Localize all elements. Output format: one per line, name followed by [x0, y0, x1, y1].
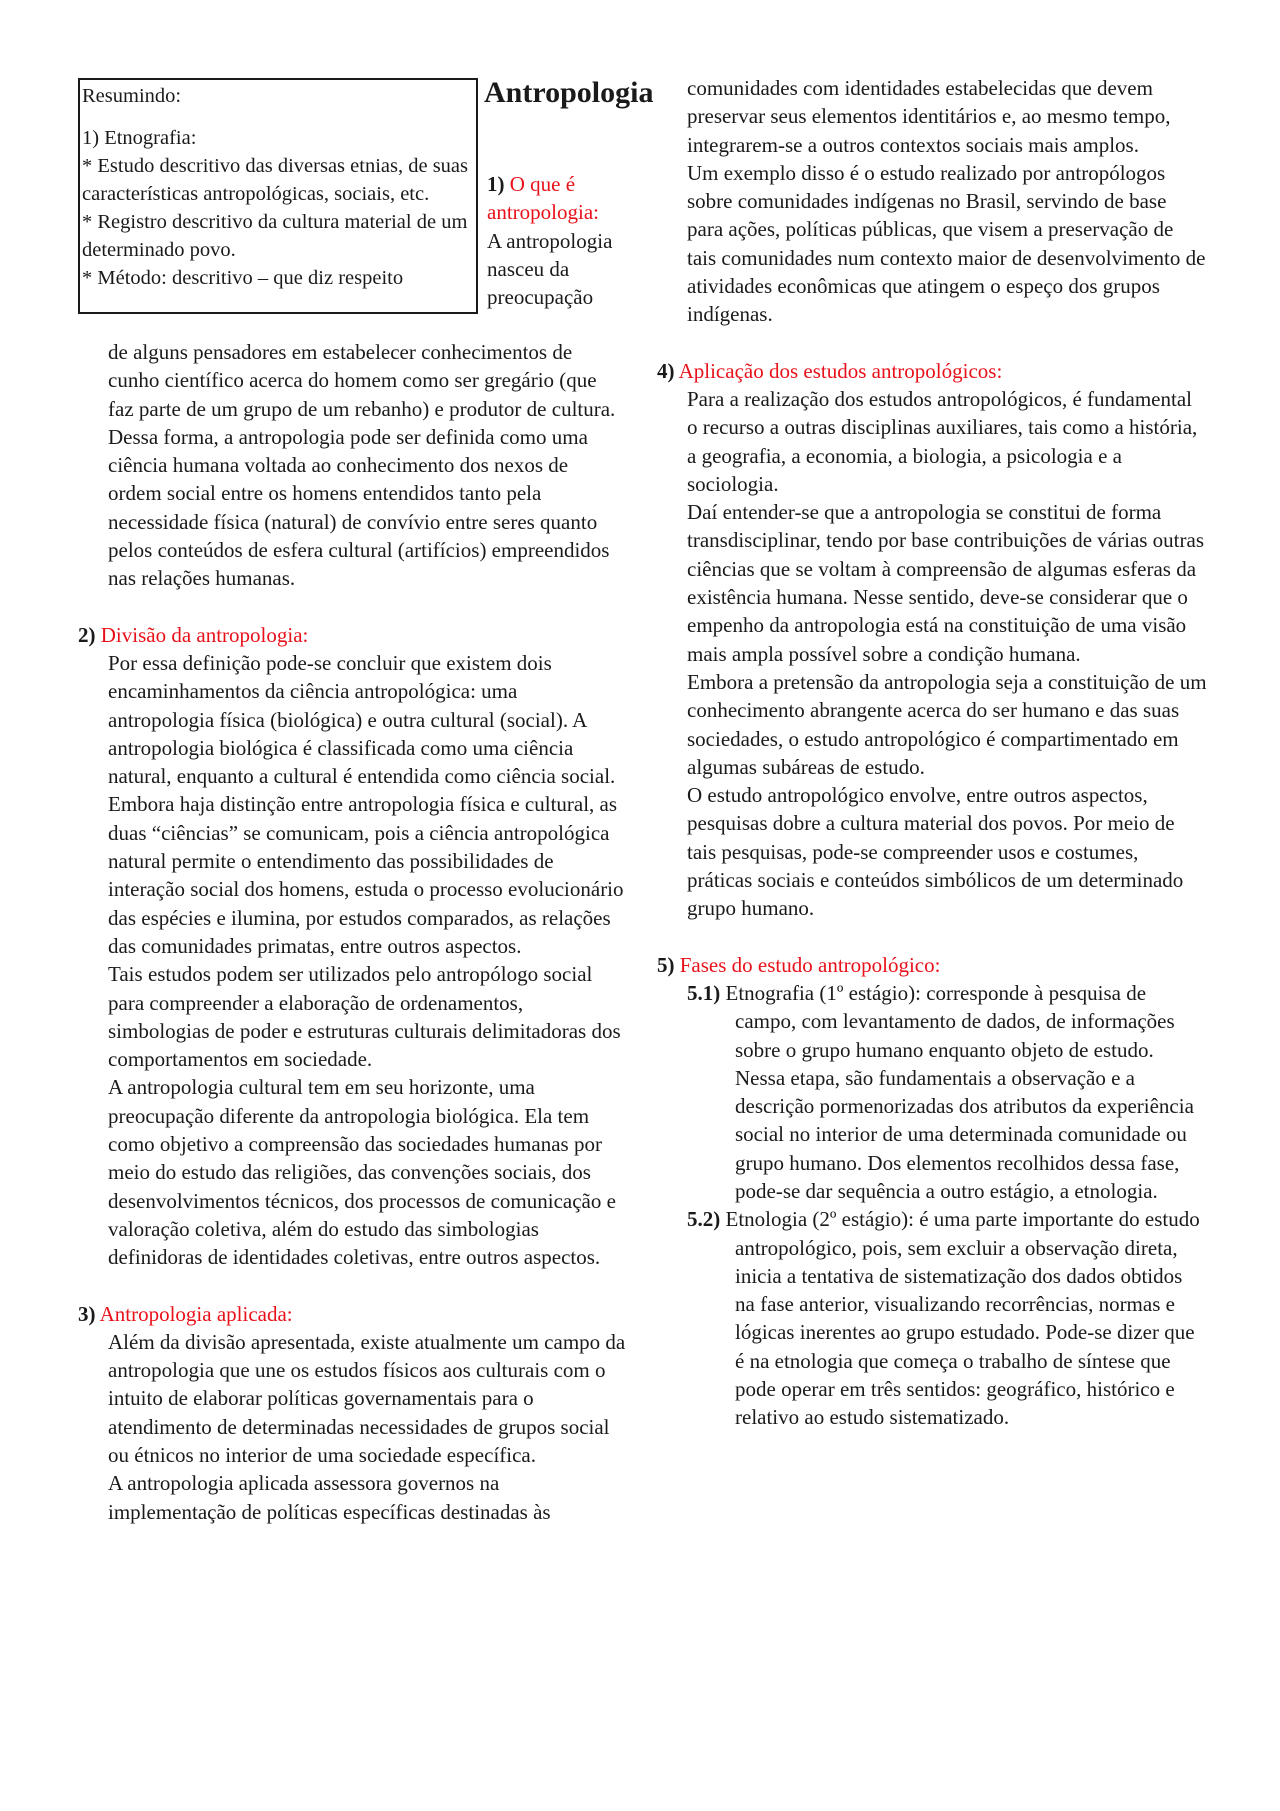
paragraph: comunidades com identidades estabelecidas que devem preservar seus elementos identitários e, ao mesmo tempo, integrarem-se a outros contextos sociais mais amplos.	[687, 76, 1171, 157]
paragraph: Daí entender-se que a antropologia se constitui de forma transdisciplinar, tendo por base contribuições de várias outras ciências que se voltam à compreensão de algumas esferas da existência humana. Nesse sentido, deve-se considerar que o empenho da antropologia está na constituição de uma visão mais ampla possível sobre a condição humana.	[687, 500, 1205, 666]
section-heading	[657, 951, 1207, 979]
section-number: 1)	[487, 172, 505, 196]
paragraph: Para a realização dos estudos antropológicos, é fundamental o recurso a outras disciplinas auxiliares, tais como a história, a geografia, a economia, a biologia, a psicologia e a sociologia.	[687, 386, 1198, 496]
section-heading	[487, 170, 637, 227]
paragraph: Embora haja distinção entre antropologia física e cultural, as duas “ciências” se comunicam, pois a ciência antropológica natural permite o entendimento das possibilidades de interação social dos homens, estuda o processo evolucionário das espécies e ilumina, por estudos comparados, as relações das comunidades primatas, entre outros aspectos.	[108, 792, 624, 958]
summary-heading: Resumindo:	[82, 85, 182, 107]
summary-box	[78, 78, 478, 314]
paragraph: O estudo antropológico envolve, entre outros aspectos, pesquisas dobre a cultura material dos povos. Por meio de tais pesquisas, pode-se compreender usos e costumes, práticas sociais e conteúdos simbólicos de um determinado grupo humano.	[687, 783, 1184, 921]
section-number: 4)	[657, 358, 675, 383]
paragraph: Tais estudos podem ser utilizados pelo antropólogo social para compreender a elaboração de ordenamentos, simbologias de poder e estruturas culturais delimitadoras dos comportamentos em sociedade.	[108, 962, 621, 1072]
section-1-intro	[487, 170, 637, 311]
section-heading	[657, 357, 1207, 385]
subsection-text: Etnologia (2º estágio): é uma parte importante do estudo antropológico, pois, sem excluir a observação direta, inicia a tentativa de sistematização dos dados obtidos na fase anterior, visualizando recorrências, normas e lógicas inerentes ao grupo estudado. Pode-se dizer que é na etnologia que começa o trabalho de síntese que pode operar em três sentidos: geográfico, histórico e relativo ao estudo sistematizado.	[725, 1207, 1200, 1430]
subsection-paragraph	[657, 979, 1207, 1064]
section-title: Fases do estudo antropológico:	[679, 952, 941, 977]
summary-line: * Registro descritivo da cultura material de um determinado povo.	[82, 211, 468, 261]
section-1-body: de alguns pensadores em estabelecer conhecimentos de cunho científico acerca do homem como ser gregário (que faz parte de um grupo de um rebanho) e produtor de cultura. Dessa forma, a antropologia pode ser definida como uma ciência humana voltada ao conhecimento dos nexos de ordem social entre os homens entendidos tanto pela necessidade física (natural) de convívio entre seres quanto pelos conteúdos de esfera cultural (artifícios) empreendidos nas relações humanas.	[108, 340, 616, 591]
section-title: Antropologia aplicada:	[99, 1301, 293, 1326]
section-heading	[78, 621, 626, 649]
section-heading	[78, 1300, 626, 1328]
paragraph: Além da divisão apresentada, existe atualmente um campo da antropologia que une os estudos físicos aos culturais com o intuito de elaborar políticas governamentais para o atendimento de determinadas necessidades de grupos social ou étnicos no interior de uma sociedade específica.	[108, 1329, 626, 1467]
left-column	[78, 338, 626, 1526]
summary-line: * Método: descritivo – que diz respeito	[82, 267, 404, 289]
summary-item-label: 1) Etnografia:	[82, 127, 197, 149]
section-title: Divisão da antropologia:	[100, 622, 309, 647]
subsection-paragraph	[657, 1205, 1207, 1431]
subsection-number: 5.1)	[687, 980, 721, 1005]
paragraph: Um exemplo disso é o estudo realizado por antropólogos sobre comunidades indígenas no Brasil, servindo de base para ações, políticas públicas, que visem a preservação de tais comunidades num contexto maior de desenvolvimento de atividades econômicas que atingem o espeço dos grupos indígenas.	[687, 160, 1206, 327]
section-title: O que é antropologia:	[487, 172, 599, 225]
paragraph: A antropologia cultural tem em seu horizonte, uma preocupação diferente da antropologia biológica. Ela tem como objetivo a compreensão das sociedades humanas por meio do estudo das religiões, das convenções sociais, dos desenvolvimentos técnicos, dos processos de comunicação e valoração coletiva, além do estudo das simbologias definidoras de identidades coletivas, entre outros aspectos.	[108, 1075, 616, 1270]
right-column	[657, 74, 1207, 1432]
section-number: 5)	[657, 952, 675, 977]
paragraph: A antropologia aplicada assessora governos na implementação de políticas específicas destinadas às	[108, 1471, 551, 1524]
subsection-text: Etnografia (1º estágio): corresponde à pesquisa de campo, com levantamento de dados, de informações sobre o grupo humano enquanto objeto de estudo.	[725, 980, 1175, 1062]
section-number: 2)	[78, 622, 96, 647]
subsection-number: 5.2)	[687, 1207, 721, 1232]
summary-line: * Estudo descritivo das diversas etnias, de suas características antropológicas, sociais, etc.	[82, 155, 469, 205]
section-number: 3)	[78, 1301, 96, 1326]
document-title: Antropologia	[484, 76, 654, 109]
paragraph: Por essa definição pode-se concluir que existem dois encaminhamentos da ciência antropológica: uma antropologia física (biológica) e outra cultural (social). A antropologia biológica é classificada como uma ciência natural, enquanto a cultural é entendida como ciência social.	[108, 650, 616, 789]
subsection-paragraph: Nessa etapa, são fundamentais a observação e a descrição pormenorizadas dos atributos da experiência social no interior de uma determinada comunidade ou grupo humano. Dos elementos recolhidos dessa fase, pode-se dar sequência a outro estágio, a etnologia.	[735, 1065, 1194, 1203]
section-title: Aplicação dos estudos antropológicos:	[678, 358, 1003, 383]
section-1-narrow-text: A antropologia nasceu da preocupação	[487, 228, 613, 310]
paragraph: Embora a pretensão da antropologia seja a constituição de um conhecimento abrangente acerca do ser humano e das suas sociedades, o estudo antropológico é compartimentado em algumas subáreas de estudo.	[687, 669, 1207, 779]
